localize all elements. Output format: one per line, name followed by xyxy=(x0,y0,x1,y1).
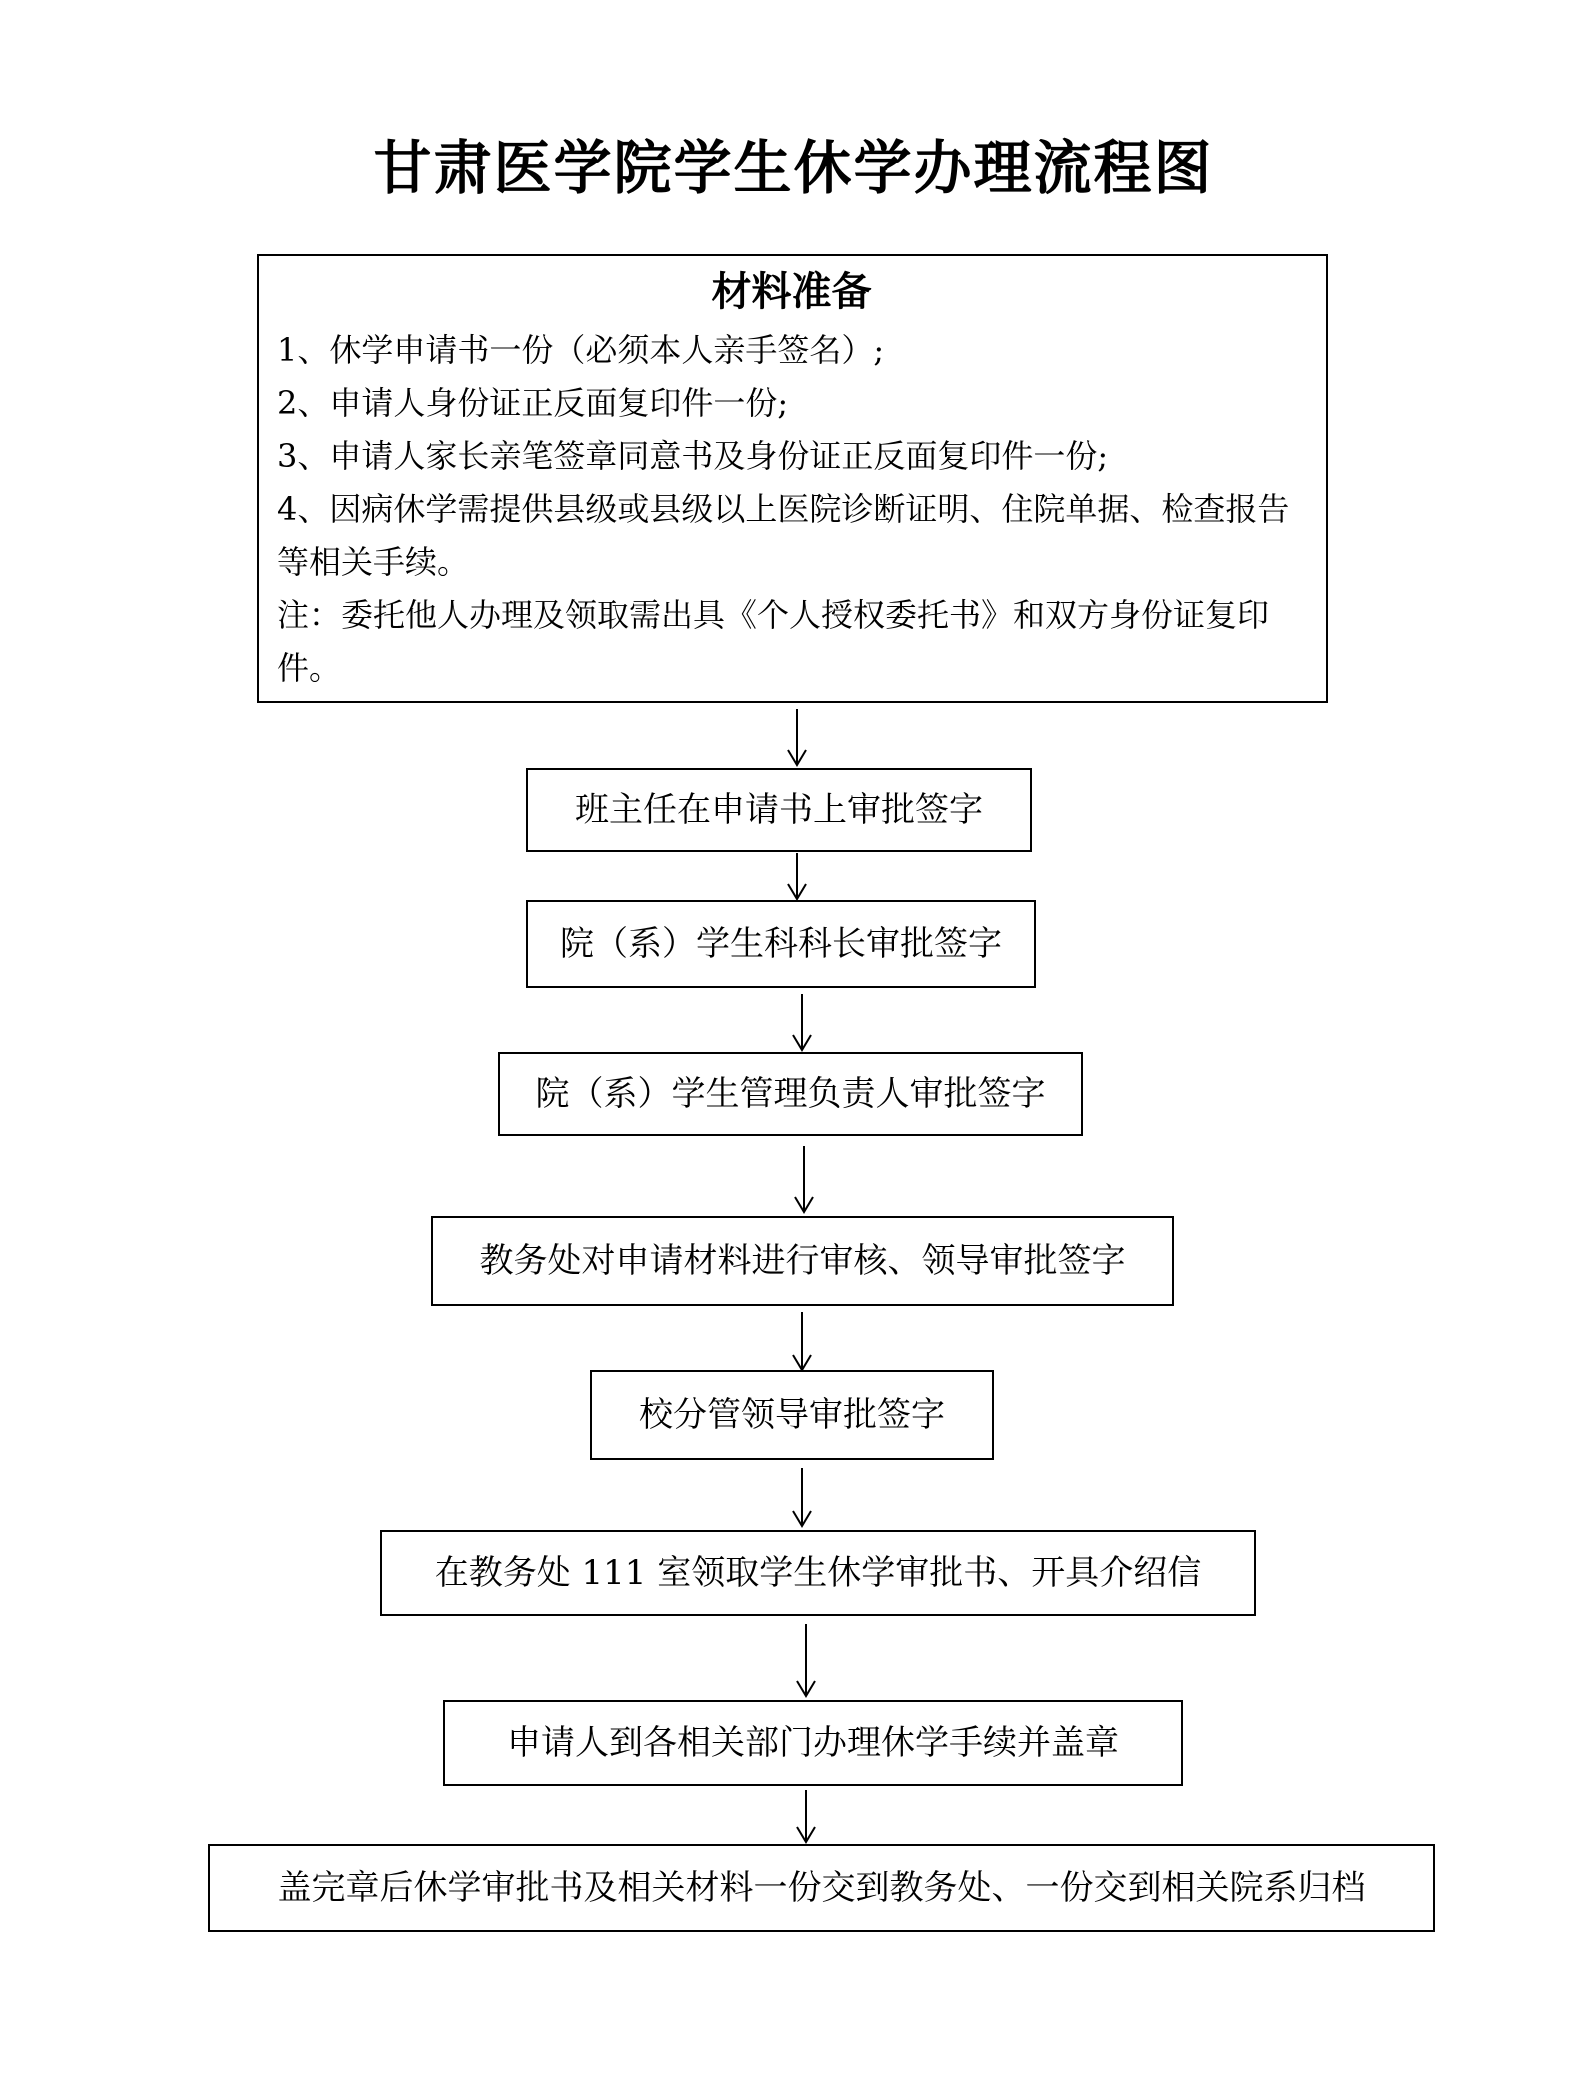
arrow-1 xyxy=(788,709,806,765)
step-4-box: 教务处对申请材料进行审核、领导审批签字 xyxy=(431,1216,1174,1306)
step-5-box: 校分管领导审批签字 xyxy=(590,1370,994,1460)
step-2-box: 院（系）学生科科长审批签字 xyxy=(526,900,1036,988)
materials-heading: 材料准备 xyxy=(711,268,872,315)
arrow-7 xyxy=(797,1624,815,1696)
materials-item-4: 4、因病休学需提供县级或县级以上医院诊断证明、住院单据、检查报告等相关手续。 xyxy=(277,490,1290,581)
arrow-8 xyxy=(797,1790,815,1842)
arrow-5 xyxy=(793,1312,811,1370)
arrow-6 xyxy=(793,1468,811,1526)
arrow-4 xyxy=(795,1146,813,1212)
step-6-box: 在教务处 111 室领取学生休学审批书、开具介绍信 xyxy=(380,1530,1256,1616)
step-3-box: 院（系）学生管理负责人审批签字 xyxy=(498,1052,1083,1136)
materials-note: 注：委托他人办理及领取需出具《个人授权委托书》和双方身份证复印件。 xyxy=(277,596,1270,687)
step-1-box: 班主任在申请书上审批签字 xyxy=(526,768,1032,852)
materials-box xyxy=(257,254,1328,703)
materials-item-1: 1、休学申请书一份（必须本人亲手签名）; xyxy=(277,331,885,369)
page-title: 甘肃医学院学生休学办理流程图 xyxy=(373,134,1214,202)
arrow-2 xyxy=(788,853,806,899)
step-7-box: 申请人到各相关部门办理休学手续并盖章 xyxy=(443,1700,1183,1786)
materials-item-2: 2、申请人身份证正反面复印件一份; xyxy=(277,384,789,422)
materials-item-3: 3、申请人家长亲笔签章同意书及身份证正反面复印件一份; xyxy=(277,437,1109,475)
arrow-3 xyxy=(793,994,811,1050)
step-8-box: 盖完章后休学审批书及相关材料一份交到教务处、一份交到相关院系归档 xyxy=(208,1844,1435,1932)
